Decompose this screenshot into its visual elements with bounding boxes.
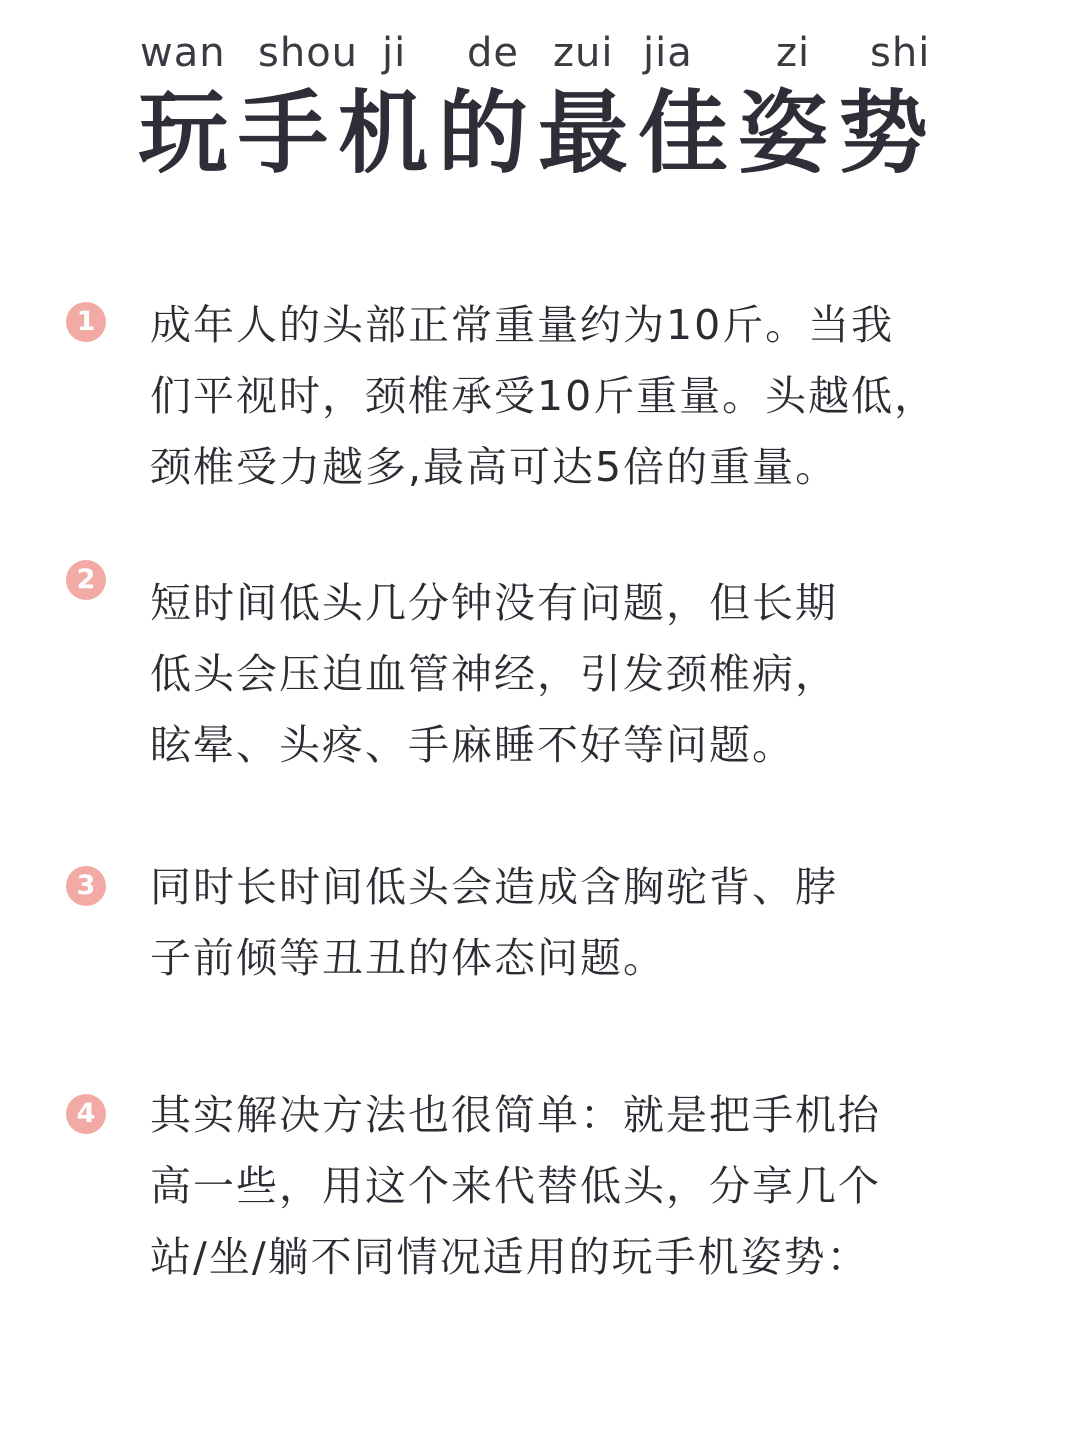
number-badge-icon: 4 xyxy=(66,1094,106,1134)
tip-paragraph: 短时间低头几分钟没有问题，但长期 低头会压迫血管神经，引发颈椎病， 眩晕、头疼、手麻睡不好等问题。 xyxy=(150,579,838,769)
pinyin-syllable: wan xyxy=(140,30,226,76)
pinyin-syllable: jia xyxy=(643,30,693,76)
number-badge-icon: 3 xyxy=(66,866,106,906)
tip-paragraph: 同时长时间低头会造成含胸驼背、脖 子前倾等丑丑的体态问题。 xyxy=(150,863,838,982)
pinyin-syllable: ji xyxy=(382,30,407,76)
pinyin-syllable: shi xyxy=(870,30,931,76)
pinyin-syllable: de xyxy=(467,30,519,76)
number-badge-icon: 2 xyxy=(66,560,106,600)
tip-paragraph: 其实解决方法也很简单：就是把手机抬 高一些，用这个来代替低头，分享几个 站/坐/躺不同情况适用的玩手机姿势： xyxy=(150,1091,881,1281)
pinyin-syllable: zui xyxy=(553,30,614,76)
pinyin-syllable: zi xyxy=(776,30,811,76)
number-badge-icon: 1 xyxy=(66,302,106,342)
pinyin-syllable: shou xyxy=(258,30,359,76)
page-title: 玩手机的最佳姿势 xyxy=(138,81,938,186)
tip-paragraph: 成年人的头部正常重量约为10斤。当我 们平视时，颈椎承受10斤重量。头越低， 颈椎受力越多,最高可达5倍的重量。 xyxy=(150,301,938,491)
